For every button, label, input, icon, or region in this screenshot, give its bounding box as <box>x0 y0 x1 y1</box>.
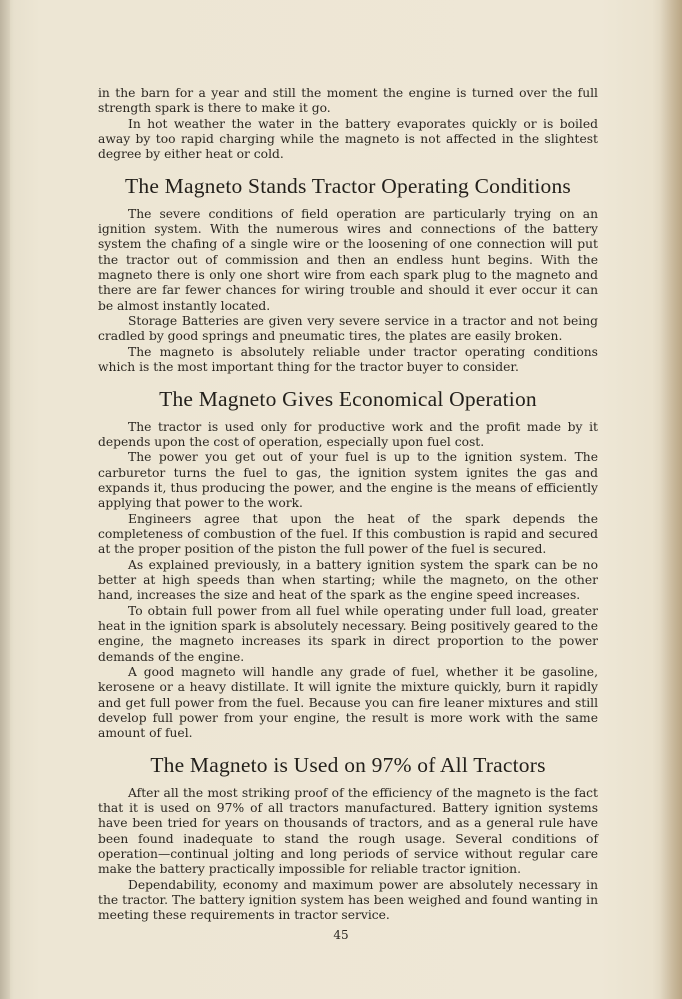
section-1-paragraph-1: The severe conditions of field operation are particularly trying on an ignition system. With the numerous wires and connections of the battery system the chafing of a single wire or the loosening of one connection will put the tractor out of commission and then an endless hunt begins. With the magneto there is only one short wire from each spark plug to the magneto and there are far fewer chances for wiring trouble and should it ever occur it can be almost instantly located. <box>98 206 598 313</box>
section-2-paragraph-3: Engineers agree that upon the heat of the spark depends the completeness of combustion of the fuel. If this combustion is rapid and secured at the proper position of the piston the full power of the fuel is secured. <box>98 511 598 557</box>
section-heading-economical-operation: The Magneto Gives Economical Operation <box>159 386 537 411</box>
section-2-paragraph-6: A good magneto will handle any grade of fuel, whether it be gasoline, kerosene or a heavy distillate. It will ignite the mixture quickly, burn it rapidly and get full power from the fuel. Because you can fire leaner mixtures and still develop full power from your engine, the result is more work with the same amount of fuel. <box>98 665 598 741</box>
page-edge <box>652 0 682 999</box>
section-2-paragraph-5: To obtain full power from all fuel while operating under full load, greater heat in the ignition spark is absolutely necessary. Being positively geared to the engine, the magneto increases its spark in direct proportion to the power demands of the engine. <box>98 603 598 664</box>
section-1-paragraph-2: Storage Batteries are given very severe service in a tractor and not being cradled by good springs and pneumatic tires, the plates are easily broken. <box>98 314 598 344</box>
section-heading-used-on-tractors: The Magneto is Used on 97% of All Tractors <box>150 752 546 777</box>
page-body <box>98 86 598 924</box>
intro-paragraph-1: in the barn for a year and still the moment the engine is turned over the full strength spark is there to make it go. <box>98 86 598 116</box>
section-2-paragraph-2: The power you get out of your fuel is up to the ignition system. The carburetor turns the fuel to gas, the ignition system ignites the gas and expands it, thus producing the power, and the engine is the means of efficiently applying that power to the work. <box>98 450 598 511</box>
section-3-paragraph-2: Dependability, economy and maximum power are absolutely necessary in the tractor. The battery ignition system has been weighed and found wanting in meeting these requirements in tractor service. <box>98 877 598 923</box>
section-heading-tractor-conditions: The Magneto Stands Tractor Operating Conditions <box>125 173 571 198</box>
section-3-paragraph-1: After all the most striking proof of the efficiency of the magneto is the fact that it is used on 97% of all tractors manufactured. Battery ignition systems have been tried for years on thousands of tractors, and as a general rule have been found inadequate to stand the rough usage. Several conditions of operation—continual jolting and long periods of service without regular care make the battery practically impossible for reliable tractor ignition. <box>98 785 598 877</box>
intro-paragraph-2: In hot weather the water in the battery evaporates quickly or is boiled away by too rapid charging while the magneto is not affected in the slightest degree by either heat or cold. <box>98 116 598 162</box>
page-number: 45 <box>333 928 349 942</box>
section-2-paragraph-4: As explained previously, in a battery ignition system the spark can be no better at high speeds than when starting; while the magneto, on the other hand, increases the size and heat of the spark as the engine speed increases. <box>98 557 598 603</box>
section-2-paragraph-1: The tractor is used only for productive work and the profit made by it depends upon the cost of operation, especially upon fuel cost. <box>98 419 598 449</box>
page-binding <box>0 0 10 999</box>
section-1-paragraph-3: The magneto is absolutely reliable under tractor operating conditions which is the most important thing for the tractor buyer to consider. <box>98 344 598 375</box>
